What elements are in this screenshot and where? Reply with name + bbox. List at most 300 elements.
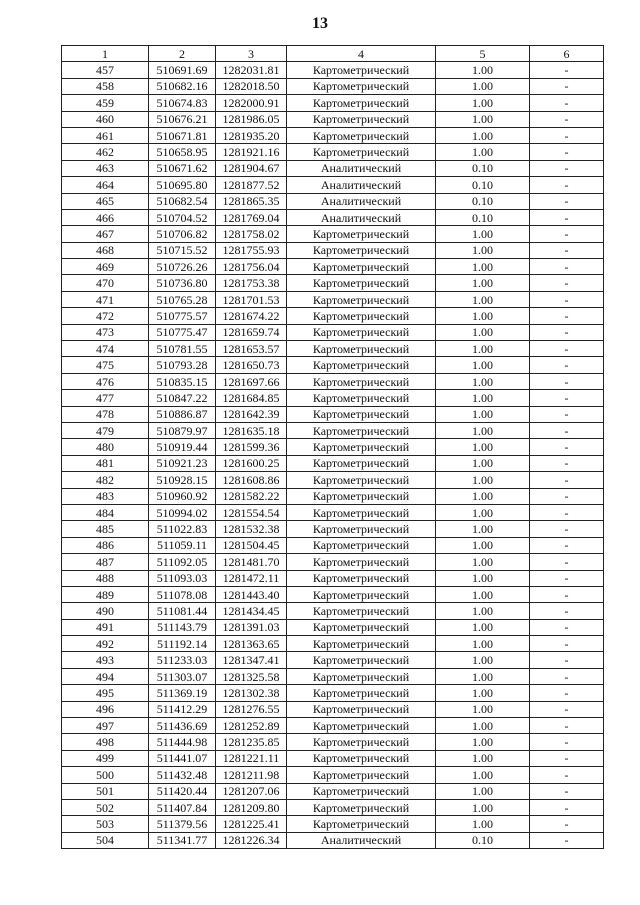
y-coordinate-cell: 1281209.80 (216, 799, 287, 815)
y-coordinate-cell: 1281697.66 (216, 373, 287, 389)
note-cell: - (530, 439, 604, 455)
point-number-cell: 463 (62, 160, 149, 176)
table-row (62, 193, 604, 209)
method-cell: Картометрический (287, 422, 436, 438)
point-number-cell: 503 (62, 816, 149, 832)
y-coordinate-cell: 1281865.35 (216, 193, 287, 209)
column-header: 5 (436, 46, 530, 62)
point-number-cell: 504 (62, 832, 149, 848)
point-number-cell: 486 (62, 537, 149, 553)
note-cell: - (530, 160, 604, 176)
x-coordinate-cell: 510682.16 (149, 78, 216, 94)
y-coordinate-cell: 1281443.40 (216, 586, 287, 602)
point-number-cell: 493 (62, 652, 149, 668)
x-coordinate-cell: 510879.97 (149, 422, 216, 438)
x-coordinate-cell: 511081.44 (149, 603, 216, 619)
note-cell: - (530, 177, 604, 193)
note-cell: - (530, 144, 604, 160)
method-cell: Аналитический (287, 160, 436, 176)
method-cell: Картометрический (287, 78, 436, 94)
method-cell: Картометрический (287, 554, 436, 570)
x-coordinate-cell: 511412.29 (149, 701, 216, 717)
table-row (62, 783, 604, 799)
point-number-cell: 469 (62, 259, 149, 275)
method-cell: Картометрический (287, 586, 436, 602)
point-number-cell: 475 (62, 357, 149, 373)
method-cell: Картометрический (287, 701, 436, 717)
x-coordinate-cell: 510706.82 (149, 226, 216, 242)
y-coordinate-cell: 1281582.22 (216, 488, 287, 504)
x-coordinate-cell: 510847.22 (149, 390, 216, 406)
table-row (62, 291, 604, 307)
note-cell: - (530, 324, 604, 340)
method-cell: Картометрический (287, 275, 436, 291)
note-cell: - (530, 832, 604, 848)
accuracy-cell: 1.00 (436, 341, 530, 357)
point-number-cell: 473 (62, 324, 149, 340)
accuracy-cell: 1.00 (436, 226, 530, 242)
accuracy-cell: 1.00 (436, 390, 530, 406)
accuracy-cell: 1.00 (436, 636, 530, 652)
y-coordinate-cell: 1282018.50 (216, 78, 287, 94)
y-coordinate-cell: 1281642.39 (216, 406, 287, 422)
method-cell: Картометрический (287, 357, 436, 373)
point-number-cell: 487 (62, 554, 149, 570)
note-cell: - (530, 472, 604, 488)
table-row (62, 521, 604, 537)
x-coordinate-cell: 510775.57 (149, 308, 216, 324)
point-number-cell: 501 (62, 783, 149, 799)
table-row (62, 95, 604, 111)
table-row (62, 718, 604, 734)
table-row (62, 586, 604, 602)
column-header: 1 (62, 46, 149, 62)
table-row (62, 570, 604, 586)
table-row (62, 127, 604, 143)
y-coordinate-cell: 1281347.41 (216, 652, 287, 668)
accuracy-cell: 1.00 (436, 406, 530, 422)
x-coordinate-cell: 511092.05 (149, 554, 216, 570)
table-row (62, 259, 604, 275)
point-number-cell: 474 (62, 341, 149, 357)
table-row (62, 439, 604, 455)
point-number-cell: 499 (62, 750, 149, 766)
accuracy-cell: 1.00 (436, 472, 530, 488)
y-coordinate-cell: 1281755.93 (216, 242, 287, 258)
y-coordinate-cell: 1281684.85 (216, 390, 287, 406)
accuracy-cell: 1.00 (436, 554, 530, 570)
note-cell: - (530, 111, 604, 127)
point-number-cell: 492 (62, 636, 149, 652)
y-coordinate-cell: 1281674.22 (216, 308, 287, 324)
accuracy-cell: 1.00 (436, 144, 530, 160)
note-cell: - (530, 242, 604, 258)
x-coordinate-cell: 511444.98 (149, 734, 216, 750)
accuracy-cell: 1.00 (436, 78, 530, 94)
table-body (62, 62, 604, 849)
point-number-cell: 465 (62, 193, 149, 209)
x-coordinate-cell: 511143.79 (149, 619, 216, 635)
method-cell: Картометрический (287, 111, 436, 127)
y-coordinate-cell: 1281935.20 (216, 127, 287, 143)
note-cell: - (530, 275, 604, 291)
note-cell: - (530, 455, 604, 471)
y-coordinate-cell: 1281391.03 (216, 619, 287, 635)
method-cell: Картометрический (287, 439, 436, 455)
note-cell: - (530, 291, 604, 307)
accuracy-cell: 1.00 (436, 324, 530, 340)
accuracy-cell: 1.00 (436, 718, 530, 734)
table-row (62, 472, 604, 488)
y-coordinate-cell: 1281904.67 (216, 160, 287, 176)
point-number-cell: 466 (62, 209, 149, 225)
x-coordinate-cell: 510793.28 (149, 357, 216, 373)
accuracy-cell: 1.00 (436, 488, 530, 504)
table-row (62, 357, 604, 373)
x-coordinate-cell: 510682.54 (149, 193, 216, 209)
accuracy-cell: 1.00 (436, 373, 530, 389)
method-cell: Картометрический (287, 226, 436, 242)
note-cell: - (530, 636, 604, 652)
x-coordinate-cell: 511093.03 (149, 570, 216, 586)
accuracy-cell: 1.00 (436, 439, 530, 455)
point-number-cell: 467 (62, 226, 149, 242)
method-cell: Картометрический (287, 242, 436, 258)
table-row (62, 537, 604, 553)
table-row (62, 652, 604, 668)
x-coordinate-cell: 511432.48 (149, 767, 216, 783)
accuracy-cell: 0.10 (436, 209, 530, 225)
x-coordinate-cell: 510695.80 (149, 177, 216, 193)
accuracy-cell: 1.00 (436, 357, 530, 373)
x-coordinate-cell: 511192.14 (149, 636, 216, 652)
note-cell: - (530, 422, 604, 438)
table-row (62, 160, 604, 176)
note-cell: - (530, 78, 604, 94)
table-row (62, 636, 604, 652)
table-row (62, 488, 604, 504)
accuracy-cell: 1.00 (436, 603, 530, 619)
point-number-cell: 481 (62, 455, 149, 471)
y-coordinate-cell: 1282031.81 (216, 62, 287, 78)
point-number-cell: 468 (62, 242, 149, 258)
column-header: 4 (287, 46, 436, 62)
y-coordinate-cell: 1281302.38 (216, 685, 287, 701)
note-cell: - (530, 783, 604, 799)
table-row (62, 177, 604, 193)
note-cell: - (530, 521, 604, 537)
table-row (62, 226, 604, 242)
x-coordinate-cell: 511059.11 (149, 537, 216, 553)
table-row (62, 242, 604, 258)
accuracy-cell: 1.00 (436, 783, 530, 799)
method-cell: Картометрический (287, 570, 436, 586)
method-cell: Картометрический (287, 652, 436, 668)
note-cell: - (530, 668, 604, 684)
note-cell: - (530, 504, 604, 520)
accuracy-cell: 1.00 (436, 127, 530, 143)
y-coordinate-cell: 1281434.45 (216, 603, 287, 619)
point-number-cell: 461 (62, 127, 149, 143)
note-cell: - (530, 95, 604, 111)
method-cell: Картометрический (287, 619, 436, 635)
note-cell: - (530, 619, 604, 635)
method-cell: Картометрический (287, 668, 436, 684)
accuracy-cell: 1.00 (436, 521, 530, 537)
note-cell: - (530, 701, 604, 717)
table-header-row (62, 46, 604, 62)
table-row (62, 603, 604, 619)
x-coordinate-cell: 510960.92 (149, 488, 216, 504)
table-row (62, 767, 604, 783)
x-coordinate-cell: 510919.44 (149, 439, 216, 455)
note-cell: - (530, 226, 604, 242)
table-row (62, 799, 604, 815)
note-cell: - (530, 816, 604, 832)
x-coordinate-cell: 511022.83 (149, 521, 216, 537)
x-coordinate-cell: 511441.07 (149, 750, 216, 766)
note-cell: - (530, 554, 604, 570)
y-coordinate-cell: 1281235.85 (216, 734, 287, 750)
x-coordinate-cell: 511233.03 (149, 652, 216, 668)
method-cell: Картометрический (287, 767, 436, 783)
y-coordinate-cell: 1281753.38 (216, 275, 287, 291)
method-cell: Картометрический (287, 341, 436, 357)
note-cell: - (530, 193, 604, 209)
y-coordinate-cell: 1281756.04 (216, 259, 287, 275)
method-cell: Картометрический (287, 406, 436, 422)
method-cell: Картометрический (287, 750, 436, 766)
y-coordinate-cell: 1281472.11 (216, 570, 287, 586)
point-number-cell: 478 (62, 406, 149, 422)
note-cell: - (530, 652, 604, 668)
accuracy-cell: 1.00 (436, 455, 530, 471)
table-row (62, 422, 604, 438)
note-cell: - (530, 570, 604, 586)
accuracy-cell: 1.00 (436, 504, 530, 520)
column-header: 2 (149, 46, 216, 62)
x-coordinate-cell: 510674.83 (149, 95, 216, 111)
x-coordinate-cell: 511341.77 (149, 832, 216, 848)
method-cell: Картометрический (287, 390, 436, 406)
note-cell: - (530, 341, 604, 357)
y-coordinate-cell: 1281363.65 (216, 636, 287, 652)
point-number-cell: 482 (62, 472, 149, 488)
y-coordinate-cell: 1281504.45 (216, 537, 287, 553)
method-cell: Картометрический (287, 603, 436, 619)
note-cell: - (530, 488, 604, 504)
table-row (62, 111, 604, 127)
y-coordinate-cell: 1281769.04 (216, 209, 287, 225)
x-coordinate-cell: 510775.47 (149, 324, 216, 340)
method-cell: Картометрический (287, 373, 436, 389)
y-coordinate-cell: 1281877.52 (216, 177, 287, 193)
point-number-cell: 483 (62, 488, 149, 504)
point-number-cell: 494 (62, 668, 149, 684)
x-coordinate-cell: 510676.21 (149, 111, 216, 127)
note-cell: - (530, 406, 604, 422)
accuracy-cell: 0.10 (436, 193, 530, 209)
y-coordinate-cell: 1281599.36 (216, 439, 287, 455)
accuracy-cell: 0.10 (436, 160, 530, 176)
y-coordinate-cell: 1281600.25 (216, 455, 287, 471)
x-coordinate-cell: 510671.81 (149, 127, 216, 143)
accuracy-cell: 1.00 (436, 799, 530, 815)
method-cell: Картометрический (287, 521, 436, 537)
table-row (62, 78, 604, 94)
table-row (62, 619, 604, 635)
y-coordinate-cell: 1281635.18 (216, 422, 287, 438)
page-number: 13 (312, 15, 328, 32)
accuracy-cell: 1.00 (436, 668, 530, 684)
x-coordinate-cell: 510886.87 (149, 406, 216, 422)
point-number-cell: 479 (62, 422, 149, 438)
x-coordinate-cell: 510921.23 (149, 455, 216, 471)
point-number-cell: 471 (62, 291, 149, 307)
table-row (62, 685, 604, 701)
x-coordinate-cell: 511369.19 (149, 685, 216, 701)
point-number-cell: 495 (62, 685, 149, 701)
y-coordinate-cell: 1281226.34 (216, 832, 287, 848)
y-coordinate-cell: 1281481.70 (216, 554, 287, 570)
table-row (62, 701, 604, 717)
y-coordinate-cell: 1281225.41 (216, 816, 287, 832)
note-cell: - (530, 750, 604, 766)
accuracy-cell: 0.10 (436, 832, 530, 848)
method-cell: Аналитический (287, 209, 436, 225)
point-number-cell: 490 (62, 603, 149, 619)
method-cell: Картометрический (287, 127, 436, 143)
method-cell: Картометрический (287, 455, 436, 471)
note-cell: - (530, 734, 604, 750)
note-cell: - (530, 259, 604, 275)
table-row (62, 308, 604, 324)
y-coordinate-cell: 1281921.16 (216, 144, 287, 160)
table-row (62, 275, 604, 291)
table-row (62, 324, 604, 340)
note-cell: - (530, 718, 604, 734)
table-row (62, 734, 604, 750)
y-coordinate-cell: 1281608.86 (216, 472, 287, 488)
table-row (62, 62, 604, 78)
method-cell: Картометрический (287, 259, 436, 275)
x-coordinate-cell: 510994.02 (149, 504, 216, 520)
point-number-cell: 476 (62, 373, 149, 389)
table-header (62, 46, 604, 62)
accuracy-cell: 1.00 (436, 422, 530, 438)
note-cell: - (530, 799, 604, 815)
point-number-cell: 464 (62, 177, 149, 193)
point-number-cell: 480 (62, 439, 149, 455)
table-row (62, 832, 604, 848)
y-coordinate-cell: 1281221.11 (216, 750, 287, 766)
accuracy-cell: 1.00 (436, 816, 530, 832)
y-coordinate-cell: 1281252.89 (216, 718, 287, 734)
point-number-cell: 477 (62, 390, 149, 406)
note-cell: - (530, 603, 604, 619)
method-cell: Картометрический (287, 734, 436, 750)
x-coordinate-cell: 510715.52 (149, 242, 216, 258)
accuracy-cell: 1.00 (436, 111, 530, 127)
method-cell: Картометрический (287, 537, 436, 553)
accuracy-cell: 1.00 (436, 767, 530, 783)
method-cell: Картометрический (287, 144, 436, 160)
note-cell: - (530, 127, 604, 143)
note-cell: - (530, 62, 604, 78)
method-cell: Картометрический (287, 472, 436, 488)
method-cell: Картометрический (287, 95, 436, 111)
x-coordinate-cell: 511407.84 (149, 799, 216, 815)
point-number-cell: 497 (62, 718, 149, 734)
table-row (62, 209, 604, 225)
point-number-cell: 488 (62, 570, 149, 586)
point-number-cell: 459 (62, 95, 149, 111)
accuracy-cell: 1.00 (436, 537, 530, 553)
method-cell: Картометрический (287, 488, 436, 504)
column-header: 3 (216, 46, 287, 62)
accuracy-cell: 1.00 (436, 308, 530, 324)
x-coordinate-cell: 511436.69 (149, 718, 216, 734)
x-coordinate-cell: 510835.15 (149, 373, 216, 389)
x-coordinate-cell: 511078.08 (149, 586, 216, 602)
accuracy-cell: 1.00 (436, 750, 530, 766)
point-number-cell: 485 (62, 521, 149, 537)
y-coordinate-cell: 1281532.38 (216, 521, 287, 537)
accuracy-cell: 1.00 (436, 734, 530, 750)
note-cell: - (530, 308, 604, 324)
method-cell: Аналитический (287, 177, 436, 193)
x-coordinate-cell: 510765.28 (149, 291, 216, 307)
method-cell: Картометрический (287, 636, 436, 652)
y-coordinate-cell: 1281758.02 (216, 226, 287, 242)
point-number-cell: 496 (62, 701, 149, 717)
table-row (62, 406, 604, 422)
accuracy-cell: 0.10 (436, 177, 530, 193)
method-cell: Аналитический (287, 832, 436, 848)
method-cell: Картометрический (287, 504, 436, 520)
y-coordinate-cell: 1281276.55 (216, 701, 287, 717)
x-coordinate-cell: 511420.44 (149, 783, 216, 799)
point-number-cell: 472 (62, 308, 149, 324)
x-coordinate-cell: 510691.69 (149, 62, 216, 78)
y-coordinate-cell: 1281986.05 (216, 111, 287, 127)
table-row (62, 504, 604, 520)
note-cell: - (530, 586, 604, 602)
accuracy-cell: 1.00 (436, 570, 530, 586)
table-row (62, 144, 604, 160)
point-number-cell: 470 (62, 275, 149, 291)
method-cell: Картометрический (287, 718, 436, 734)
accuracy-cell: 1.00 (436, 275, 530, 291)
accuracy-cell: 1.00 (436, 619, 530, 635)
point-number-cell: 502 (62, 799, 149, 815)
accuracy-cell: 1.00 (436, 95, 530, 111)
method-cell: Картометрический (287, 308, 436, 324)
table-row (62, 816, 604, 832)
method-cell: Картометрический (287, 799, 436, 815)
coordinates-table (61, 45, 604, 849)
table-row (62, 750, 604, 766)
point-number-cell: 498 (62, 734, 149, 750)
x-coordinate-cell: 510781.55 (149, 341, 216, 357)
y-coordinate-cell: 1281659.74 (216, 324, 287, 340)
point-number-cell: 489 (62, 586, 149, 602)
x-coordinate-cell: 510704.52 (149, 209, 216, 225)
method-cell: Картометрический (287, 291, 436, 307)
accuracy-cell: 1.00 (436, 685, 530, 701)
x-coordinate-cell: 511303.07 (149, 668, 216, 684)
column-header: 6 (530, 46, 604, 62)
